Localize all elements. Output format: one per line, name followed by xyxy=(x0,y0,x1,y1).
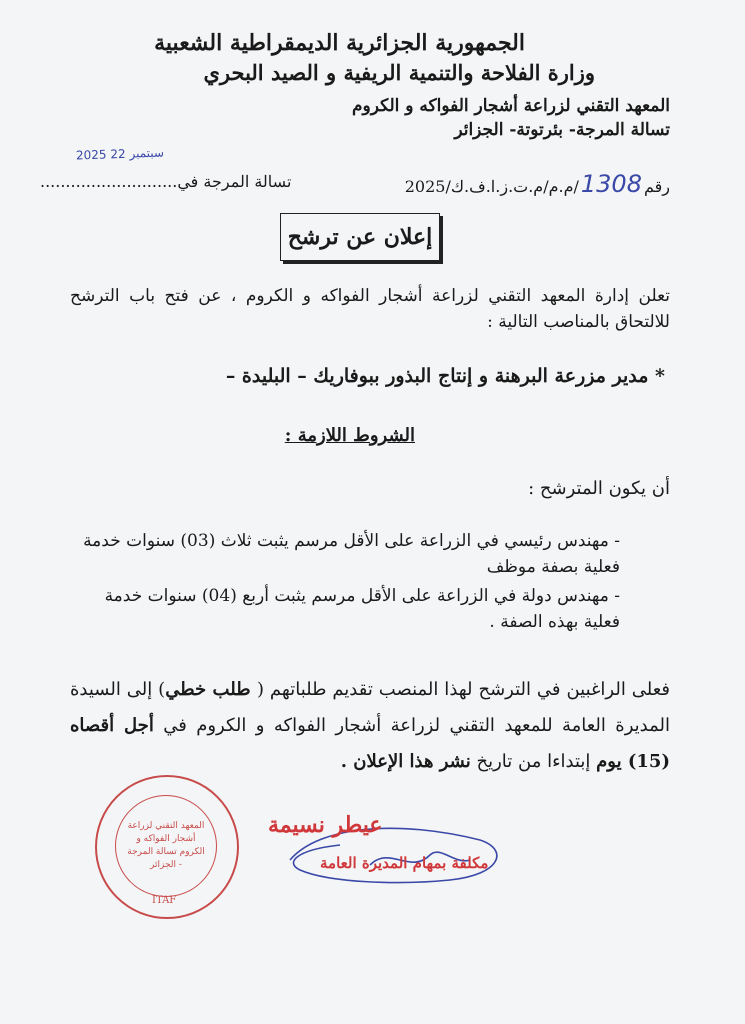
seal-inner xyxy=(115,795,217,897)
condition-item: - مهندس دولة في الزراعة على الأقل مرسم يثبت أربع (04) سنوات خدمة فعلية بهذه الصفة . xyxy=(104,586,620,632)
republic-header: الجمهورية الجزائرية الديمقراطية الشعبية xyxy=(154,30,525,56)
signatory-title: مكلفة بمهام المديرة العامة xyxy=(320,854,489,872)
date-stamp: 2025 سبتمبر 22 xyxy=(75,145,165,163)
reference-number: 1308 xyxy=(580,170,642,198)
announcement-title: إعلان عن ترشح xyxy=(280,213,440,261)
official-seal xyxy=(95,775,239,919)
candidate-intro: أن يكون المترشح : xyxy=(528,478,670,499)
closing-text-3: إبتداءا من تاريخ xyxy=(470,751,597,772)
place-date-line: تسالة المرجة في........................... xyxy=(40,172,292,191)
condition-item: - مهندس رئيسي في الزراعة على الأقل مرسم يثبت ثلاث (03) سنوات خدمة فعلية بصفة موظف xyxy=(83,531,620,577)
reference-suffix: /م.م/م.ت.ز.ا.ف.ك/2025 xyxy=(404,177,579,196)
closing-bold-1: طلب خطي xyxy=(165,679,257,700)
closing-text-2: ) إلى السيدة المديرة العامة للمعهد التقني لزراعة أشجار الفواكه و الكروم في xyxy=(70,679,671,736)
institute-address: تسالة المرجة- بئرتوتة- الجزائر xyxy=(454,120,670,140)
ministry-header: وزارة الفلاحة والتنمية الريفية و الصيد البحري xyxy=(203,60,595,85)
reference-label: رقم xyxy=(643,177,670,196)
closing-text-1: فعلى الراغبين في الترشح لهذا المنصب تقديم طلباتهم ( xyxy=(256,679,671,700)
closing-bold-3: نشر هذا الإعلان . xyxy=(340,751,471,772)
intro-paragraph: تعلن إدارة المعهد التقني لزراعة أشجار الفواكه و الكروم ، عن فتح باب الترشح للالتحاق بالمناصب التالية : xyxy=(70,286,670,332)
reference-line xyxy=(405,170,670,198)
seal-text: المعهد التقني لزراعة أشجار الفواكه و الكروم تسالة المرجة - الجزائر xyxy=(127,821,205,870)
institute-name: المعهد التقني لزراعة أشجار الفواكه و الكروم xyxy=(351,96,670,116)
position-title: * مدير مزرعة البرهنة و إنتاج البذور ببوفاريك – البليدة – xyxy=(225,365,665,387)
conditions-heading: الشروط اللازمة : xyxy=(284,425,415,446)
seal-code: ITAF xyxy=(152,895,177,906)
closing-paragraph xyxy=(70,672,670,780)
signatory-name: عيطر نسيمة xyxy=(268,812,383,838)
closing-bold-2: أجل أقصاه (15) يوم xyxy=(70,715,670,772)
